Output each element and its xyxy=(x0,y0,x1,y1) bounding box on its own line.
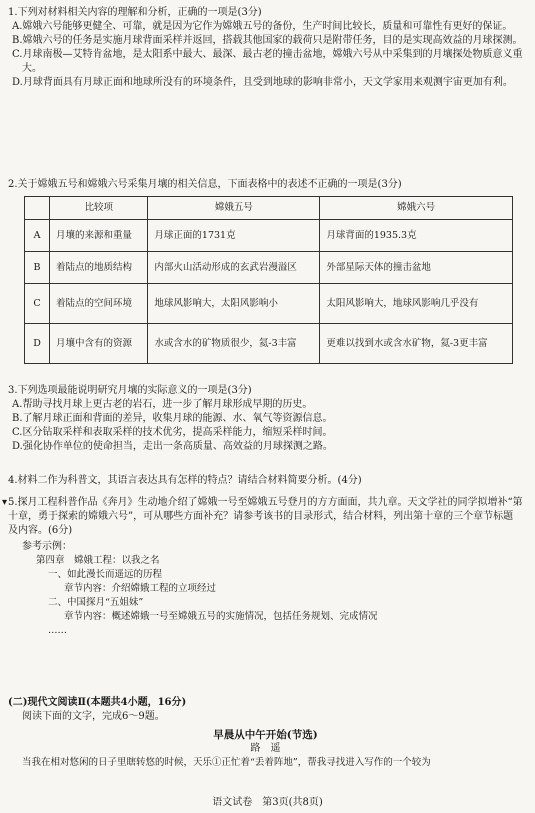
sample-section-1: 一、如此漫长而遥远的历程 xyxy=(48,569,163,580)
question-4-stem: 4.材料二作为科普文，其语言表达具有怎样的特点？请结合材料简要分析。(4分) xyxy=(8,475,362,486)
sample-chapter-title: 第四章 嫦娥工程：以我之名 xyxy=(36,555,160,566)
table-cell: 更难以找到水或含水矿物，氦-3更丰富 xyxy=(320,324,513,364)
table-cell: C xyxy=(25,284,50,324)
table-row xyxy=(25,284,513,324)
table-row xyxy=(25,252,513,284)
question-1-option-a: A.嫦娥六号能够更健全、可靠，就是因为它作为嫦娥五号的备份，生产时间比较长，质量和可靠性有更好的保证。 xyxy=(12,21,513,32)
article-title: 早晨从中午开始(节选) xyxy=(213,729,318,741)
page-footer: 语文试卷 第3页(共8页) xyxy=(212,797,323,808)
table-cell: 水或含水的矿物质很少，氦-3丰富 xyxy=(148,324,320,364)
table-cell: 月球背面的1935.3克 xyxy=(320,220,513,252)
question-3-option-d: D.强化协作单位的使命担当，走出一条高质量、高效益的月球探测之路。 xyxy=(12,441,333,452)
table-header-cell: 嫦娥五号 xyxy=(148,197,320,220)
reference-sample xyxy=(8,554,523,638)
table-cell: 外部星际天体的撞击盆地 xyxy=(320,252,513,284)
table-cell: 月壤中含有的资源 xyxy=(50,324,148,364)
table-header-cell xyxy=(25,197,50,220)
table-cell: 地球风影响大，太阳风影响小 xyxy=(148,284,320,324)
section-2 xyxy=(8,696,523,770)
sample-section-2: 二、中国探月“五姐妹” xyxy=(48,597,144,608)
table-cell: 着陆点的空间环境 xyxy=(50,284,148,324)
question-2 xyxy=(8,178,523,192)
table-cell: A xyxy=(25,220,50,252)
sample-ellipsis: …… xyxy=(48,625,67,636)
question-1-option-d: D.月球背面具有月球正面和地球所没有的环境条件，且受到地球的影响非常小，天文学家用来观测宇宙更加有利。 xyxy=(12,77,513,88)
table-header-cell: 比较项 xyxy=(50,197,148,220)
question-5-stem: 5.探月工程科普作品《奔月》生动地介绍了嫦娥一号至嫦娥五号登月的方方面面，共九章。天文学社的同学拟增补“第十章，勇于探索的嫦娥六号”，可从哪些方面补充？请参考该书的目录形式，结合材料，列出第十章的三个章节标题及内容。(6分) xyxy=(8,497,523,536)
question-3-option-b: B.了解月球正面和背面的差异，收集月球的能源、水、氧气等资源信息。 xyxy=(12,413,333,424)
question-1-option-c: C.月球南极—艾特肯盆地，是太阳系中最大、最深、最古老的撞击盆地，嫦娥六号从中采集到的月壤探处物质意义重大。 xyxy=(12,49,523,74)
question-2-stem: 2.关于嫦娥五号和嫦娥六号采集月壤的相关信息，下面表格中的表述不正确的一项是(3分) xyxy=(8,179,402,190)
question-1 xyxy=(8,6,523,90)
question-1-option-b: B.嫦娥六号的任务是实施月球背面采样并返回，搭载其他国家的载荷只是附带任务，目的是实现高效益的月球探测。 xyxy=(12,35,523,46)
margin-mark: ▾ xyxy=(2,497,8,508)
table-cell: 月壤的来源和重量 xyxy=(50,220,148,252)
question-3-option-c: C.区分钻取采样和表取采样的技术优劣，提高采样能力，缩短采样时间。 xyxy=(12,427,333,438)
table-cell: 月球正面的1731克 xyxy=(148,220,320,252)
question-3 xyxy=(8,384,523,454)
question-3-option-a: A.帮助寻找月球上更古老的岩石，进一步了解月球形成早期的历史。 xyxy=(12,399,313,410)
table-cell: D xyxy=(25,324,50,364)
table-cell: B xyxy=(25,252,50,284)
question-4 xyxy=(8,474,523,488)
article-first-line: 当我在相对悠闲的日子里瞎转悠的时候，天乐①正忙着“丢着阵地”，帮我寻找进入写作的一个较为 xyxy=(22,757,431,768)
table-cell: 内部火山活动形成的玄武岩漫溢区 xyxy=(148,252,320,284)
comparison-table xyxy=(24,196,513,364)
reference-label: 参考示例： xyxy=(22,541,72,552)
question-3-stem: 3.下列选项最能说明研究月壤的实际意义的一项是(3分) xyxy=(8,385,252,396)
table-header-cell: 嫦娥六号 xyxy=(320,197,513,220)
section-2-title: (二)现代文阅读Ⅱ(本题共4小题，16分) xyxy=(8,697,187,708)
question-5 xyxy=(8,496,523,638)
sample-section-2-content: 章节内容：概述嫦娥一号至嫦娥五号的实施情况，包括任务规划、完成情况 xyxy=(64,611,378,622)
table-row xyxy=(25,324,513,364)
section-2-instruction: 阅读下面的文字，完成6～9题。 xyxy=(22,711,165,722)
table-cell: 太阳风影响大，地球风影响几乎没有 xyxy=(320,284,513,324)
table-row xyxy=(25,220,513,252)
table-cell: 着陆点的地质结构 xyxy=(50,252,148,284)
sample-section-1-content: 章节内容：介绍嫦娥工程的立项经过 xyxy=(64,583,217,594)
question-1-stem: 1.下列对材料相关内容的理解和分析，正确的一项是(3分) xyxy=(8,7,262,18)
article-author: 路 遥 xyxy=(250,743,281,754)
table-header-row xyxy=(25,197,513,220)
